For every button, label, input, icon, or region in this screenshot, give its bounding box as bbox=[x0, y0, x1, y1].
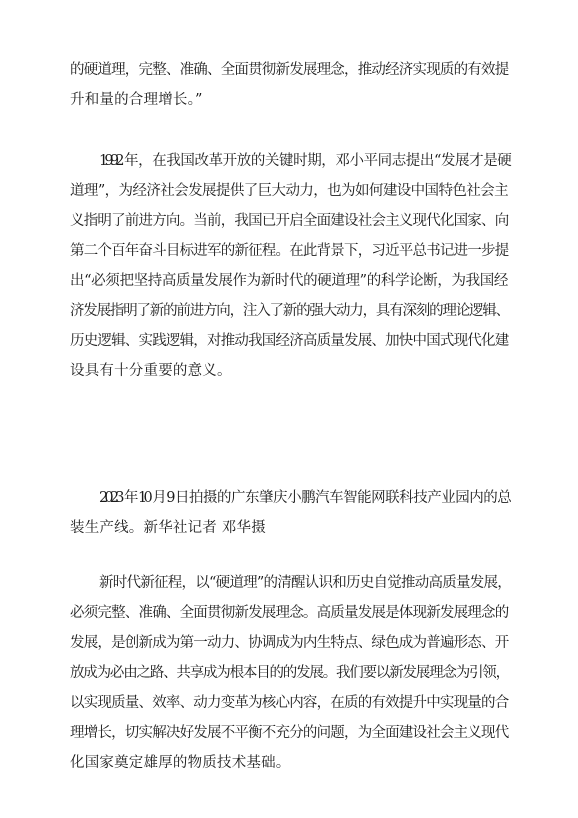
paragraph-history bbox=[70, 146, 508, 386]
paragraph-line: 第二个百年奋斗目标进军的新征程。在此背景下，习近平总书记进一步提 bbox=[70, 243, 509, 259]
paragraph-line: 以实现质量、效率、动力变革为核心内容，在质的有效提升中实现量的合 bbox=[70, 695, 509, 711]
paragraph-continuation bbox=[70, 55, 508, 115]
paragraph-line: 必须完整、准确、全面贯彻新发展理念。高质量发展是体现新发展理念的 bbox=[70, 605, 509, 621]
paragraph-new-era bbox=[70, 568, 508, 778]
paragraph-line: 的硬道理，完整、准确、全面贯彻新发展理念，推动经济实现质的有效提 bbox=[70, 62, 509, 78]
paragraph-line: 济发展指明了新的前进方向，注入了新的强大动力，具有深刻的理论逻辑、 bbox=[70, 303, 509, 319]
caption-line: 2023年10月9日拍摄的广东肇庆小鹏汽车智能网联科技产业园内的总 bbox=[99, 490, 508, 506]
paragraph-line: 新时代新征程，以“硬道理”的清醒认识和历史自觉推动高质量发展， bbox=[99, 575, 508, 591]
paragraph-line: 历史逻辑、实践逻辑，对推动我国经济高质量发展、加快中国式现代化建 bbox=[70, 333, 509, 349]
caption-line: 装生产线。新华社记者 邓华摄 bbox=[70, 520, 266, 536]
paragraph-line: 放成为必由之路、共享成为根本目的的发展。我们要以新发展理念为引领， bbox=[70, 665, 509, 681]
paragraph-line: 义指明了前进方向。当前，我国已开启全面建设社会主义现代化国家、向 bbox=[70, 213, 509, 229]
paragraph-line: 理增长，切实解决好发展不平衡不充分的问题，为全面建设社会主义现代 bbox=[70, 725, 509, 741]
paragraph-line: 出“必须把坚持高质量发展作为新时代的硬道理”的科学论断，为我国经 bbox=[70, 273, 508, 289]
paragraph-line: 发展，是创新成为第一动力、协调成为内生特点、绿色成为普遍形态、开 bbox=[70, 635, 509, 651]
photo-caption bbox=[70, 483, 508, 543]
paragraph-line: 升和量的合理增长。” bbox=[70, 92, 203, 108]
paragraph-line: 化国家奠定雄厚的物质技术基础。 bbox=[70, 755, 291, 771]
paragraph-line: 1992年，在我国改革开放的关键时期，邓小平同志提出“发展才是硬 bbox=[99, 153, 508, 169]
paragraph-line: 道理”，为经济社会发展提供了巨大动力，也为如何建设中国特色社会主 bbox=[70, 183, 508, 199]
paragraph-line: 设具有十分重要的意义。 bbox=[70, 363, 232, 379]
